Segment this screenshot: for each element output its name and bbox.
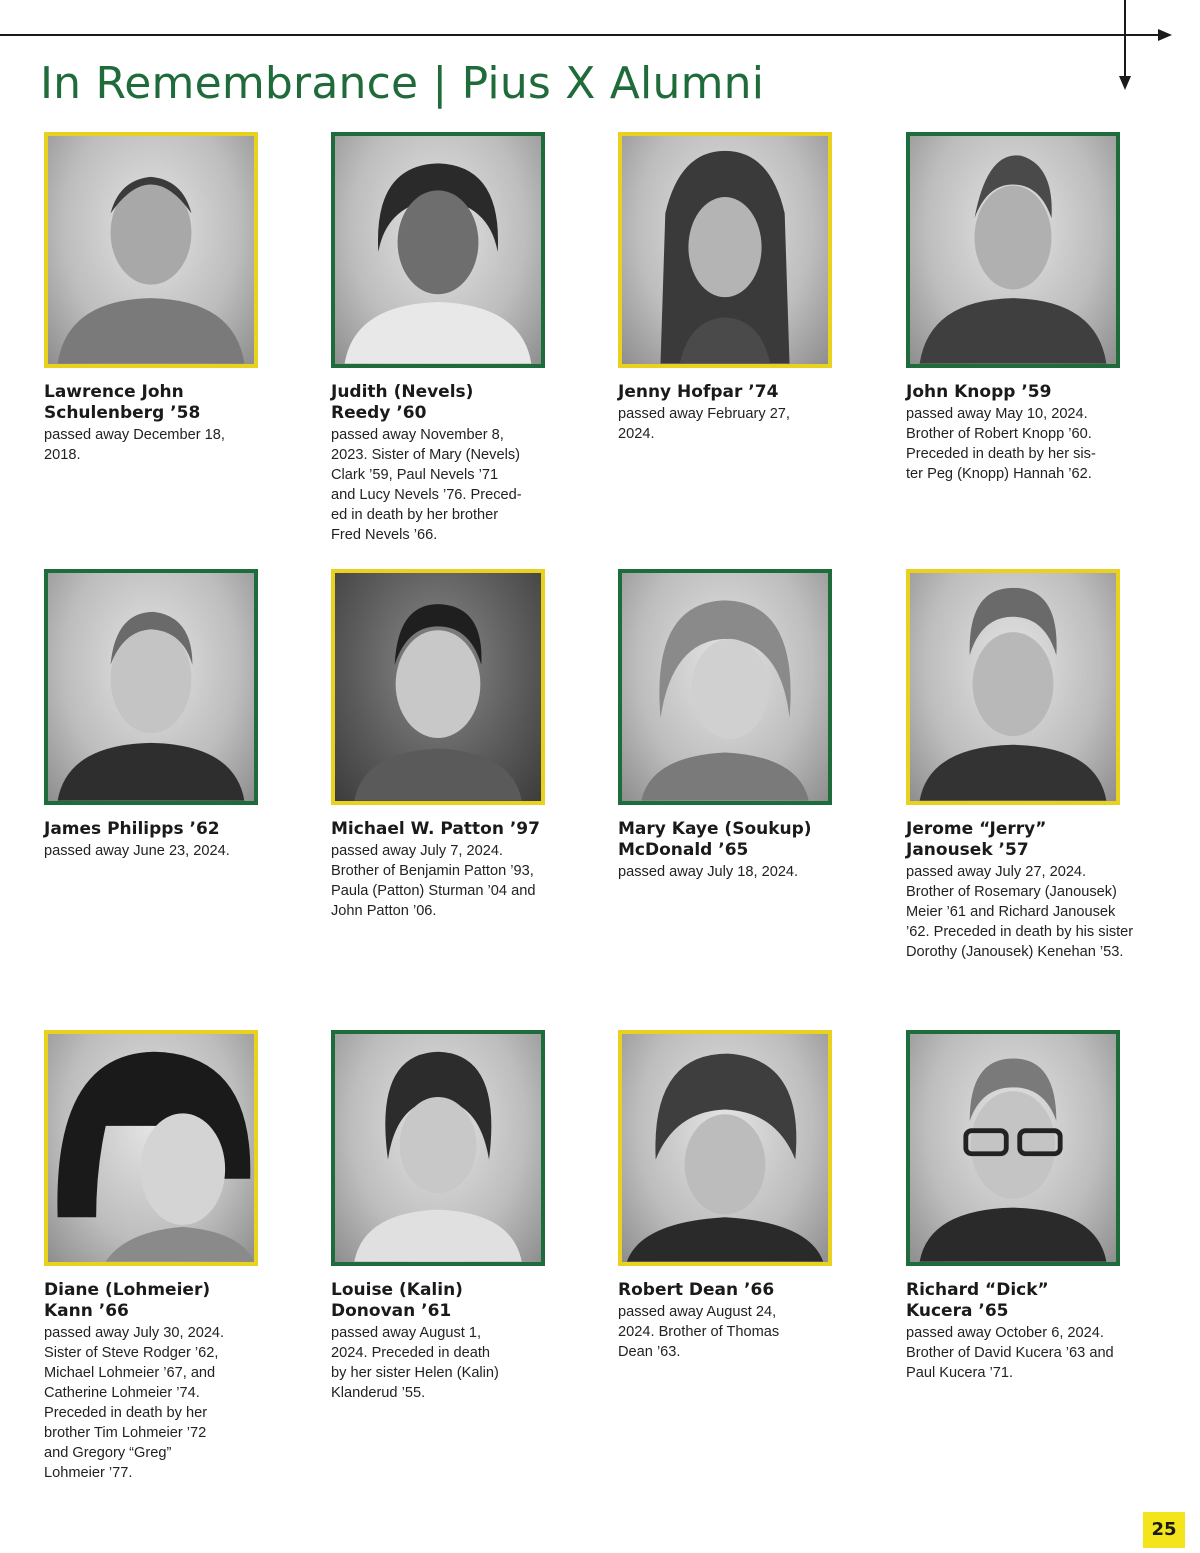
alumni-obituary: passed away June 23, 2024. [44, 843, 230, 859]
alumni-obituary: passed away November 8, 2023. Sister of Mary (Nevels) Clark ’59, Paul Nevels ’71 and Lucy Nevels ’76. Preced- ed in death by her brother Fred Nevels ’66. [331, 427, 522, 543]
alumni-card [331, 569, 591, 921]
portrait-silhouette-icon [335, 573, 541, 801]
alumni-obituary: passed away August 24, 2024. Brother of Thomas Dean ’63. [618, 1304, 780, 1360]
alumni-card [44, 1030, 304, 1483]
alumni-obituary: passed away May 10, 2024. Brother of Robert Knopp ’60. Preceded in death by her sis- ter Peg (Knopp) Hannah ’62. [906, 406, 1096, 482]
alumni-obituary: passed away July 27, 2024. Brother of Rosemary (Janousek) Meier ’61 and Richard Janousek ’62. Preceded in death by his sister Dorothy (Janousek) Kenehan ’53. [906, 864, 1134, 960]
portrait-silhouette-icon [335, 136, 541, 364]
portrait-silhouette-icon [622, 1034, 828, 1262]
alumni-name: John Knopp ’59 [906, 382, 1052, 402]
portrait-silhouette-icon [48, 136, 254, 364]
portrait-silhouette-icon [622, 573, 828, 801]
alumni-card [331, 1030, 591, 1403]
alumni-name: Louise (Kalin) Donovan ’61 [331, 1280, 463, 1321]
portrait-photo [331, 132, 545, 368]
alumni-card [44, 569, 304, 861]
alumni-card [618, 569, 878, 882]
portrait-photo [331, 1030, 545, 1266]
alumni-name: Richard “Dick” Kucera ’65 [906, 1280, 1049, 1321]
alumni-card [906, 1030, 1166, 1383]
alumni-name: James Philipps ’62 [44, 819, 220, 839]
alumni-obituary: passed away July 30, 2024. Sister of Steve Rodger ’62, Michael Lohmeier ’67, and Catherine Lohmeier ’74. Preceded in death by her brother Tim Lohmeier ’72 and Gregory “Greg” Lohmeier ’77. [44, 1325, 225, 1481]
portrait-photo [906, 1030, 1120, 1266]
portrait-photo [906, 132, 1120, 368]
portrait-photo [618, 132, 832, 368]
alumni-name: Judith (Nevels) Reedy ’60 [331, 382, 474, 423]
arrow-down-icon [1119, 76, 1131, 90]
portrait-silhouette-icon [48, 1034, 254, 1262]
alumni-name: Mary Kaye (Soukup) McDonald ’65 [618, 819, 812, 860]
alumni-name: Lawrence John Schulenberg ’58 [44, 382, 201, 423]
portrait-photo [618, 569, 832, 805]
alumni-card [906, 569, 1166, 962]
alumni-card [618, 132, 878, 444]
portrait-silhouette-icon [910, 573, 1116, 801]
alumni-obituary: passed away July 18, 2024. [618, 864, 799, 880]
portrait-photo [44, 132, 258, 368]
alumni-name: Robert Dean ’66 [618, 1280, 775, 1300]
portrait-silhouette-icon [622, 136, 828, 364]
alumni-name: Jenny Hofpar ’74 [618, 382, 779, 402]
alumni-name: Jerome “Jerry” Janousek ’57 [906, 819, 1047, 860]
page-number: 25 [1143, 1512, 1185, 1548]
portrait-silhouette-icon [335, 1034, 541, 1262]
alumni-name: Diane (Lohmeier) Kann ’66 [44, 1280, 211, 1321]
alumni-card [44, 132, 304, 465]
arrow-right-icon [1158, 29, 1172, 41]
corner-divider-line [1124, 0, 1126, 78]
alumni-card [906, 132, 1166, 484]
portrait-photo [331, 569, 545, 805]
page-title: In Remembrance | Pius X Alumni [40, 58, 765, 109]
alumni-name: Michael W. Patton ’97 [331, 819, 540, 839]
portrait-photo [906, 569, 1120, 805]
alumni-card [618, 1030, 878, 1362]
portrait-silhouette-icon [910, 136, 1116, 364]
portrait-photo [44, 1030, 258, 1266]
alumni-card [331, 132, 591, 545]
alumni-obituary: passed away August 1, 2024. Preceded in death by her sister Helen (Kalin) Klanderud ’55. [331, 1325, 499, 1401]
alumni-obituary: passed away October 6, 2024. Brother of David Kucera ’63 and Paul Kucera ’71. [906, 1325, 1114, 1381]
alumni-obituary: passed away July 7, 2024. Brother of Benjamin Patton ’93, Paula (Patton) Sturman ’04 and John Patton ’06. [331, 843, 536, 919]
alumni-obituary: passed away February 27, 2024. [618, 406, 790, 442]
portrait-silhouette-icon [910, 1034, 1116, 1262]
portrait-silhouette-icon [48, 573, 254, 801]
portrait-photo [44, 569, 258, 805]
top-divider-line [0, 34, 1160, 36]
alumni-obituary: passed away December 18, 2018. [44, 427, 225, 463]
portrait-photo [618, 1030, 832, 1266]
